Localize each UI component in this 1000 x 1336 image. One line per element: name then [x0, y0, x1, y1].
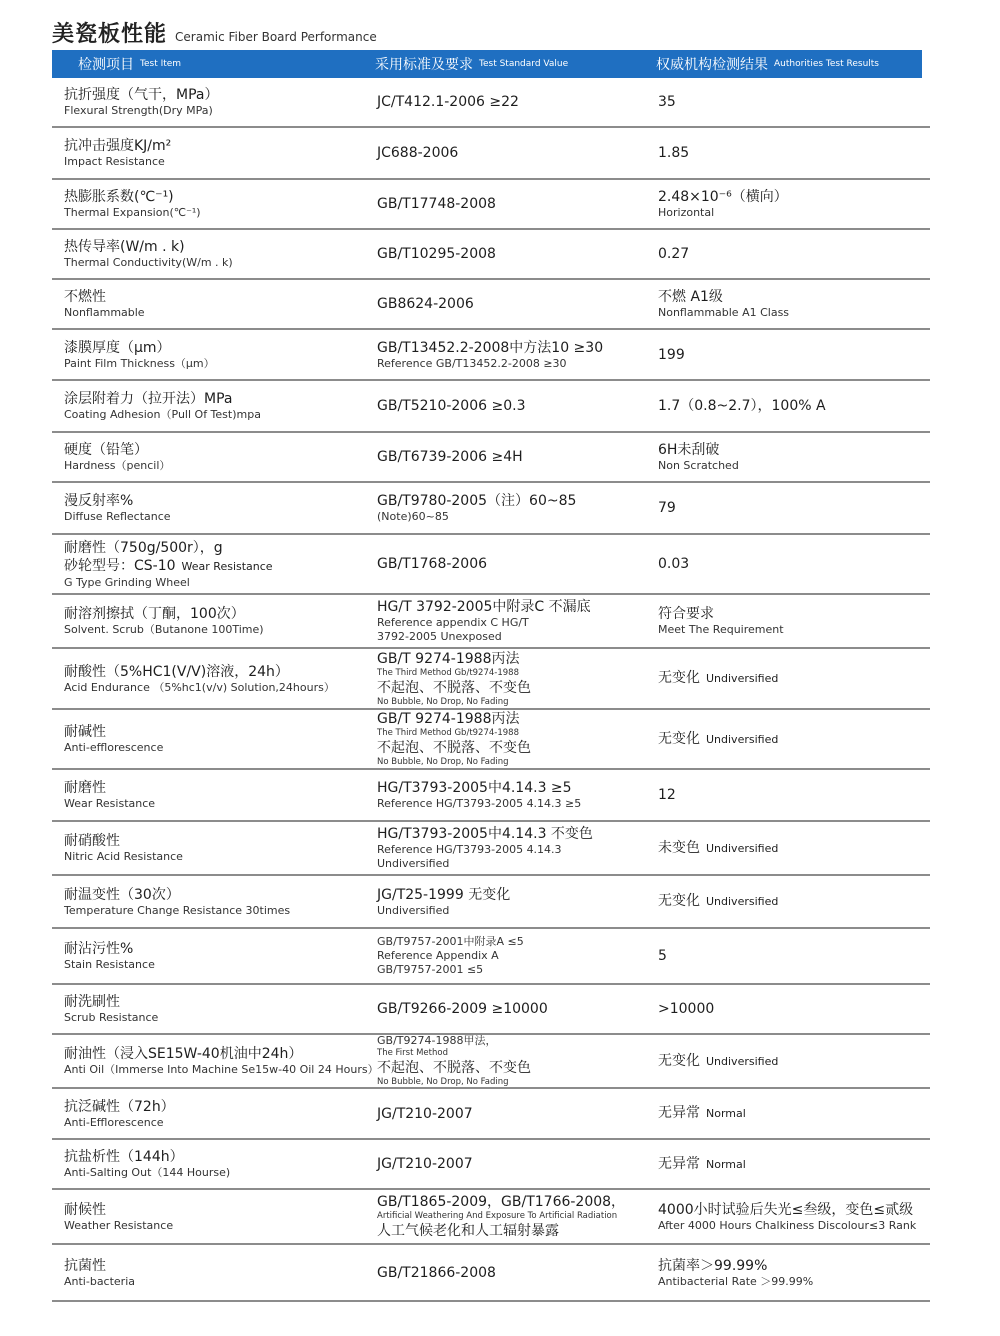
- test-item-name: 耐磨性（750g/500r），g: [64, 539, 223, 556]
- test-item-name: 抗菌性: [64, 1257, 106, 1274]
- test-item-name-en: Hardness（pencil）: [64, 459, 171, 472]
- test-standard-cell: [377, 330, 652, 379]
- test-item-cell: [64, 483, 364, 533]
- table-row: [52, 1089, 930, 1140]
- test-result: 0.27: [658, 246, 690, 262]
- test-standard-cell: [377, 1140, 652, 1188]
- test-result-line: [658, 397, 930, 415]
- test-result-cell: [658, 822, 930, 874]
- test-standard-en: Reference appendix C HG/T: [377, 616, 529, 629]
- test-standard: GB8624-2006: [377, 296, 474, 312]
- test-result-line: [658, 555, 930, 573]
- test-result: 不燃 A1级: [658, 289, 723, 305]
- test-result: 2.48×10⁻⁶（横向）: [658, 189, 788, 205]
- title-en: Ceramic Fiber Board Performance: [175, 30, 377, 44]
- test-standard: GB/T 9274-1988丙法: [377, 650, 520, 667]
- test-item-name: 抗泛碱性（72h）: [64, 1098, 175, 1115]
- test-standard: JC/T412.1-2006 ≥22: [377, 94, 519, 110]
- test-standard-note: The Third Method Gb/t9274-1988: [377, 728, 519, 738]
- test-result-en: Undiversified: [706, 895, 779, 908]
- test-item-cell: [64, 985, 364, 1033]
- test-item-cell: [64, 381, 364, 431]
- test-result: 符合要求: [658, 606, 714, 622]
- test-result-cell: [658, 381, 930, 431]
- test-result: >10000: [658, 1001, 715, 1017]
- test-result-en: Antibacterial Rate ＞99.99%: [658, 1274, 814, 1288]
- test-item-name-en: Weather Resistance: [64, 1218, 174, 1232]
- test-standard: GB/T10295-2008: [377, 246, 496, 262]
- test-result-cell: [658, 1245, 930, 1300]
- test-standard-en: Reference GB/T13452.2-2008 ≥30: [377, 356, 567, 370]
- test-result-cell: [658, 595, 930, 647]
- test-result: 12: [658, 787, 676, 803]
- test-result-cell: [658, 770, 930, 820]
- test-standard: GB/T9266-2009 ≥10000: [377, 1001, 548, 1017]
- test-standard-en: Undiversified: [377, 903, 450, 917]
- test-standard: GB/T5210-2006 ≥0.3: [377, 398, 526, 414]
- test-item-name: 耐硝酸性: [64, 833, 120, 849]
- test-item-name-en: Impact Resistance: [64, 155, 165, 168]
- page-title: [52, 14, 377, 48]
- test-standard-cell: [377, 822, 652, 874]
- header-col3-en: Authorities Test Results: [774, 59, 879, 69]
- test-standard-requirement-en: No Bubble, No Drop, No Fading: [377, 696, 509, 707]
- test-item-name: 热膨胀系数(℃⁻¹): [64, 189, 174, 205]
- test-item-name-en: Coating Adhesion（Pull Of Test)mpa: [64, 408, 261, 421]
- test-standard-cell: [377, 78, 652, 126]
- table-row: [52, 1035, 930, 1089]
- test-result-cell: [658, 280, 930, 328]
- test-item-cell: [64, 649, 364, 708]
- test-item-name-en: Temperature Change Resistance 30times: [64, 903, 291, 917]
- test-result-line: [658, 93, 930, 111]
- test-item-name: 漫反射率%: [64, 493, 134, 509]
- test-standard-cell: [377, 649, 652, 708]
- test-standard-cell: [377, 280, 652, 328]
- table-row: [52, 710, 930, 770]
- test-item-name: 耐酸性（5%HC1(V/V)溶液，24h）: [64, 663, 289, 680]
- table-row: [52, 1140, 930, 1190]
- test-standard-en: GB/T9757-2001 ≤5: [377, 963, 484, 976]
- test-result: 1.85: [658, 145, 690, 161]
- test-result-line: [658, 441, 930, 459]
- test-item-extra-en: Wear Resistance: [181, 559, 273, 573]
- test-item-name: 耐溶剂擦拭（丁酮，100次）: [64, 606, 245, 622]
- test-standard: GB/T9780-2005（注）60~85: [377, 493, 577, 509]
- test-standard: JC688-2006: [377, 145, 459, 161]
- table-row: [52, 595, 930, 649]
- test-result: 无变化: [658, 670, 700, 686]
- test-item-name-en: Diffuse Reflectance: [64, 510, 171, 523]
- test-result-cell: [658, 330, 930, 379]
- test-item-name-en: Anti Oil（Immerse Into Machine Se15w-40 Oil 24 Hours）: [64, 1063, 379, 1076]
- test-item-name-en: Anti-efflorescence: [64, 741, 164, 754]
- test-item-cell: [64, 330, 364, 379]
- test-item-name: 漆膜厚度（μm）: [64, 339, 171, 356]
- table-row: [52, 535, 930, 595]
- test-result-line: [658, 1000, 930, 1018]
- test-standard-cell: [377, 710, 652, 768]
- test-result-line: [658, 730, 930, 749]
- test-item-line2: [64, 557, 364, 576]
- test-result-line: [658, 499, 930, 517]
- test-standard: GB/T1865-2009，GB/T1766-2008，: [377, 1194, 626, 1210]
- test-item-name-en: Nonflammable: [64, 306, 145, 319]
- test-item-name-en: Anti-bacteria: [64, 1274, 136, 1288]
- test-item-name: 热传导率(W/m . k): [64, 239, 185, 255]
- test-item-cell: [64, 230, 364, 278]
- test-standard-note: The Third Method Gb/t9274-1988: [377, 667, 519, 678]
- table-row: [52, 483, 930, 535]
- test-result-cell: [658, 433, 930, 481]
- table-row: [52, 128, 930, 180]
- test-item-cell: [64, 1035, 379, 1087]
- test-standard-en: Reference Appendix A: [377, 949, 499, 962]
- test-result-line: [658, 1201, 930, 1219]
- test-result-en: Meet The Requirement: [658, 623, 784, 636]
- test-item-cell: [64, 710, 364, 768]
- test-item-extra: 砂轮型号：CS-10: [64, 557, 176, 574]
- table-row: [52, 230, 930, 280]
- test-standard: GB/T9757-2001中附录A ≤5: [377, 935, 524, 948]
- test-result-en: Horizontal: [658, 206, 715, 219]
- table-row: [52, 929, 930, 985]
- test-item-name: 涂层附着力（拉开法）MPa: [64, 391, 233, 407]
- test-item-cell: [64, 180, 364, 228]
- test-result: 1.7（0.8~2.7），100% A: [658, 398, 826, 414]
- test-item-cell: [64, 128, 364, 178]
- table-row: [52, 1190, 930, 1245]
- test-result-line: [658, 1257, 930, 1275]
- test-item-name: 耐洗刷性: [64, 994, 120, 1010]
- header-test-item: [78, 50, 181, 78]
- test-result-cell: [658, 128, 930, 178]
- test-result-en: Undiversified: [706, 841, 779, 855]
- test-standard: GB/T13452.2-2008中方法10 ≥30: [377, 339, 604, 356]
- header-test-results: [656, 50, 879, 78]
- test-standard: HG/T3793-2005中4.14.3 不变色: [377, 826, 593, 842]
- test-result-en: Undiversified: [706, 1054, 779, 1068]
- header-col1-zh: 检测项目: [78, 57, 134, 73]
- test-result-line: [658, 1155, 930, 1174]
- test-standard-cell: [377, 483, 652, 533]
- test-standard: GB/T 9274-1988丙法: [377, 711, 520, 727]
- test-item-cell: [64, 595, 364, 647]
- table-row: [52, 433, 930, 483]
- test-result: 199: [658, 346, 685, 363]
- test-result-line: [658, 947, 930, 965]
- test-result: 无变化: [658, 1052, 700, 1069]
- test-item-cell: [64, 535, 364, 593]
- test-result-cell: [658, 1089, 930, 1138]
- test-standard: JG/T25-1999 无变化: [377, 886, 511, 903]
- table-row: [52, 876, 930, 929]
- test-item-name: 硬度（铅笔）: [64, 442, 148, 458]
- header-col1-en: Test Item: [140, 59, 182, 69]
- test-standard: HG/T3793-2005中4.14.3 ≥5: [377, 780, 572, 796]
- test-standard: JG/T210-2007: [377, 1105, 473, 1122]
- test-result: 5: [658, 948, 667, 964]
- test-item-cell: [64, 1245, 364, 1300]
- table-row: [52, 649, 930, 710]
- test-result-en: After 4000 Hours Chalkiness Discolour≤3 Rank: [658, 1218, 917, 1232]
- table-header: [52, 50, 922, 78]
- test-standard-note: The First Method: [377, 1048, 448, 1058]
- test-result-en: Undiversified: [706, 732, 779, 746]
- test-item-cell: [64, 1089, 364, 1138]
- test-standard-cell: [377, 595, 652, 647]
- table-row: [52, 280, 930, 330]
- test-result-cell: [658, 535, 930, 593]
- test-item-name-en: Acid Endurance （5%hc1(v/v) Solution,24hours）: [64, 680, 335, 694]
- test-item-cell: [64, 280, 364, 328]
- test-result: 未变色: [658, 839, 700, 856]
- test-result-en: Normal: [706, 1107, 746, 1120]
- test-standard: GB/T17748-2008: [377, 196, 496, 212]
- test-standard-requirement-en: No Bubble, No Drop, No Fading: [377, 1077, 509, 1087]
- test-result-cell: [658, 649, 930, 708]
- test-item-name-en: Anti-Salting Out（144 Hourse): [64, 1166, 231, 1179]
- test-standard-cell: [377, 1190, 652, 1243]
- header-col3-zh: 权威机构检测结果: [656, 57, 768, 73]
- test-standard-cell: [377, 985, 652, 1033]
- test-item-name: 不燃性: [64, 289, 106, 305]
- test-standard-requirement: 人工气候老化和人工辐射暴露: [377, 1223, 559, 1239]
- test-standard-cell: [377, 1035, 652, 1087]
- test-item-name: 耐候性: [64, 1201, 106, 1218]
- header-col2-en: Test Standard Value: [479, 59, 569, 69]
- test-item-name: 耐温变性（30次）: [64, 886, 180, 903]
- test-standard-cell: [377, 433, 652, 481]
- test-standard-cell: [377, 535, 652, 593]
- test-item-name-en: Nitric Acid Resistance: [64, 850, 183, 863]
- test-standard-en: (Note)60~85: [377, 510, 449, 523]
- test-result-cell: [658, 1140, 930, 1188]
- test-item-name-en: G Type Grinding Wheel: [64, 575, 190, 589]
- test-result-line: [658, 245, 930, 263]
- test-standard: HG/T 3792-2005中附录C 不漏底: [377, 599, 591, 615]
- test-result: 4000小时试验后失光≤叁级，变色≤贰级: [658, 1201, 914, 1218]
- test-standard-cell: [377, 230, 652, 278]
- test-result-cell: [658, 483, 930, 533]
- table-row: [52, 381, 930, 433]
- test-result-line: [658, 786, 930, 804]
- test-item-name-en: Anti-Efflorescence: [64, 1115, 164, 1129]
- test-item-name: 抗冲击强度KJ/m²: [64, 138, 172, 154]
- test-item-cell: [64, 1140, 364, 1188]
- test-item-cell: [64, 822, 364, 874]
- test-result-cell: [658, 876, 930, 927]
- test-standard-cell: [377, 128, 652, 178]
- test-standard-en: Reference HG/T3793-2005 4.14.3: [377, 843, 562, 856]
- test-standard: GB/T1768-2006: [377, 556, 488, 572]
- test-item-name-en: Wear Resistance: [64, 797, 156, 810]
- test-item-cell: [64, 770, 364, 820]
- test-result-en: Normal: [706, 1157, 746, 1171]
- test-standard: GB/T9274-1988甲法，: [377, 1034, 497, 1047]
- performance-table: [52, 78, 930, 1302]
- test-standard-cell: [377, 381, 652, 431]
- test-standard-en: Undiversified: [377, 857, 450, 870]
- test-standard-requirement: 不起泡、不脱落、不变色: [377, 740, 531, 756]
- test-item-name-en: Thermal Expansion(℃⁻¹): [64, 206, 201, 219]
- test-result-line: [658, 1052, 930, 1071]
- test-standard: GB/T21866-2008: [377, 1264, 496, 1281]
- test-item-name: 耐磨性: [64, 780, 106, 796]
- test-standard: GB/T6739-2006 ≥4H: [377, 449, 523, 465]
- test-result: 79: [658, 500, 676, 516]
- table-row: [52, 330, 930, 381]
- test-result-cell: [658, 230, 930, 278]
- test-item-name: 耐沾污性%: [64, 941, 134, 957]
- table-row: [52, 78, 930, 128]
- test-result-line: [658, 892, 930, 911]
- title-zh: 美瓷板性能: [52, 22, 168, 47]
- test-standard-cell: [377, 770, 652, 820]
- test-standard-cell: [377, 1089, 652, 1138]
- test-standard-cell: [377, 876, 652, 927]
- test-standard: JG/T210-2007: [377, 1156, 473, 1172]
- test-item-name-en: Flexural Strength(Dry MPa): [64, 104, 213, 117]
- test-item-cell: [64, 1190, 364, 1243]
- test-standard-en: 3792-2005 Unexposed: [377, 630, 502, 643]
- test-standard-cell: [377, 180, 652, 228]
- test-result: 无变化: [658, 730, 700, 747]
- test-result-cell: [658, 929, 930, 983]
- test-item-name-en: Solvent. Scrub（Butanone 100Time): [64, 623, 264, 636]
- test-item-cell: [64, 876, 364, 927]
- table-row: [52, 1245, 930, 1302]
- test-result-line: [658, 1104, 930, 1123]
- test-result-line: [658, 346, 930, 364]
- test-item-cell: [64, 433, 364, 481]
- test-item-cell: [64, 78, 364, 126]
- test-result-cell: [658, 78, 930, 126]
- test-item-name: 抗折强度（气干，MPa）: [64, 87, 219, 103]
- test-result-line: [658, 669, 930, 688]
- test-standard-cell: [377, 929, 652, 983]
- test-result: 无变化: [658, 893, 700, 909]
- test-result-cell: [658, 1035, 930, 1087]
- test-result-cell: [658, 180, 930, 228]
- test-result-line: [658, 839, 930, 858]
- test-result-cell: [658, 985, 930, 1033]
- test-item-name: 耐油性（浸入SE15W-40机油中24h）: [64, 1046, 303, 1062]
- test-result: 0.03: [658, 556, 690, 572]
- test-result: 无异常: [658, 1155, 700, 1172]
- test-standard-requirement-en: No Bubble, No Drop, No Fading: [377, 757, 509, 767]
- test-result-line: [658, 605, 930, 623]
- test-item-cell: [64, 929, 364, 983]
- test-item-name-en: Paint Film Thickness（μm）: [64, 356, 215, 370]
- test-result-line: [658, 288, 930, 306]
- table-row: [52, 985, 930, 1035]
- table-row: [52, 180, 930, 230]
- test-result-cell: [658, 710, 930, 768]
- test-result: 无异常: [658, 1105, 700, 1121]
- test-standard-requirement: 不起泡、不脱落、不变色: [377, 1060, 531, 1076]
- test-item-name: 耐碱性: [64, 724, 106, 740]
- test-standard-cell: [377, 1245, 652, 1300]
- table-row: [52, 770, 930, 822]
- test-standard-requirement: 不起泡、不脱落、不变色: [377, 679, 531, 696]
- test-result-en: Non Scratched: [658, 459, 739, 472]
- table-row: [52, 822, 930, 876]
- test-result: 35: [658, 94, 676, 110]
- test-result-en: Undiversified: [706, 672, 779, 685]
- test-item-name-en: Thermal Conductivity(W/m . k): [64, 256, 233, 269]
- test-result-line: [658, 144, 930, 162]
- test-item-name: 抗盐析性（144h）: [64, 1149, 184, 1165]
- test-standard-note: Artificial Weathering And Exposure To Artificial Radiation: [377, 1211, 618, 1221]
- test-result-en: Nonflammable A1 Class: [658, 306, 790, 319]
- header-test-standard: [375, 50, 568, 78]
- test-result-cell: [658, 1190, 930, 1243]
- test-item-name-en: Scrub Resistance: [64, 1011, 159, 1024]
- test-standard-en: Reference HG/T3793-2005 4.14.3 ≥5: [377, 797, 582, 810]
- test-result: 抗菌率＞99.99%: [658, 1257, 768, 1274]
- test-item-name-en: Stain Resistance: [64, 958, 155, 971]
- test-result-line: [658, 188, 930, 206]
- test-result: 6H未刮破: [658, 442, 720, 458]
- header-col2-zh: 采用标准及要求: [375, 57, 473, 73]
